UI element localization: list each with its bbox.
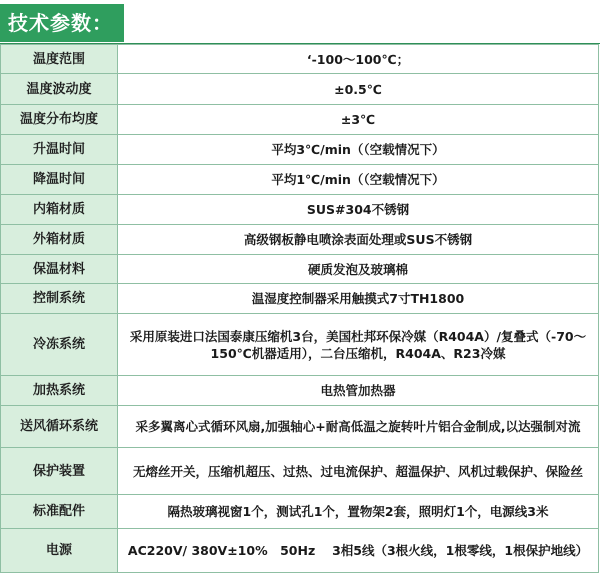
spec-row-insulation <box>1 255 599 284</box>
spec-value: ±0.5℃ <box>118 74 599 105</box>
spec-row-inner-material <box>1 195 599 225</box>
spec-value: ±3℃ <box>118 105 599 135</box>
spec-value: 平均3℃/min（（空载情况下） <box>118 135 599 165</box>
spec-row-refrigeration <box>1 314 599 376</box>
spec-row-temperature-uniformity <box>1 105 599 135</box>
spec-label: 冷冻系统 <box>1 314 118 376</box>
spec-row-protection <box>1 448 599 495</box>
spec-row-control-system <box>1 284 599 314</box>
spec-label: 降温时间 <box>1 165 118 195</box>
spec-label: 内箱材质 <box>1 195 118 225</box>
spec-label: 保护装置 <box>1 448 118 495</box>
spec-label: 温度范围 <box>1 45 118 74</box>
spec-label: 外箱材质 <box>1 225 118 255</box>
spec-label: 升温时间 <box>1 135 118 165</box>
spec-value: ‘-100～100℃； <box>118 45 599 74</box>
spec-value: 无熔丝开关，压缩机超压、过热、过电流保护、超温保护、风机过载保护、保险丝 <box>118 448 599 495</box>
spec-table <box>0 44 599 573</box>
spec-value: 高级钢板静电喷涂表面处理或SUS不锈钢 <box>118 225 599 255</box>
spec-row-temperature-fluctuation <box>1 74 599 105</box>
spec-value: 硬质发泡及玻璃棉 <box>118 255 599 284</box>
spec-label: 保温材料 <box>1 255 118 284</box>
spec-value: SUS#304不锈钢 <box>118 195 599 225</box>
spec-row-accessories <box>1 495 599 529</box>
spec-row-heating-system <box>1 376 599 406</box>
spec-value: AC220V/ 380V±10% 50Hz 3相5线（3根火线，1根零线，1根保护地线） <box>118 529 599 573</box>
title-bar <box>0 0 600 44</box>
spec-label: 电源 <box>1 529 118 573</box>
spec-value: 电热管加热器 <box>118 376 599 406</box>
spec-label: 加热系统 <box>1 376 118 406</box>
spec-label: 送风循环系统 <box>1 406 118 448</box>
spec-row-temperature-range <box>1 45 599 74</box>
spec-value: 采用原装进口法国泰康压缩机3台，美国杜邦环保冷媒（R404A）/复叠式（-70～150℃机器适用），二台压缩机，R404A、R23冷媒 <box>118 314 599 376</box>
spec-value: 隔热玻璃视窗1个，测试孔1个，置物架2套，照明灯1个，电源线3米 <box>118 495 599 529</box>
spec-row-outer-material <box>1 225 599 255</box>
spec-label: 温度波动度 <box>1 74 118 105</box>
spec-row-air-circulation <box>1 406 599 448</box>
spec-value: 平均1℃/min（（空载情况下） <box>118 165 599 195</box>
spec-value: 采多翼离心式循环风扇,加强轴心+耐高低温之旋转叶片铝合金制成,以达强制对流 <box>118 406 599 448</box>
section-title: 技术参数： <box>0 4 124 42</box>
spec-row-cooling-time <box>1 165 599 195</box>
spec-row-heating-time <box>1 135 599 165</box>
spec-label: 控制系统 <box>1 284 118 314</box>
spec-value: 温湿度控制器采用触摸式7寸TH1800 <box>118 284 599 314</box>
spec-label: 温度分布均度 <box>1 105 118 135</box>
spec-row-power <box>1 529 599 573</box>
spec-label: 标准配件 <box>1 495 118 529</box>
